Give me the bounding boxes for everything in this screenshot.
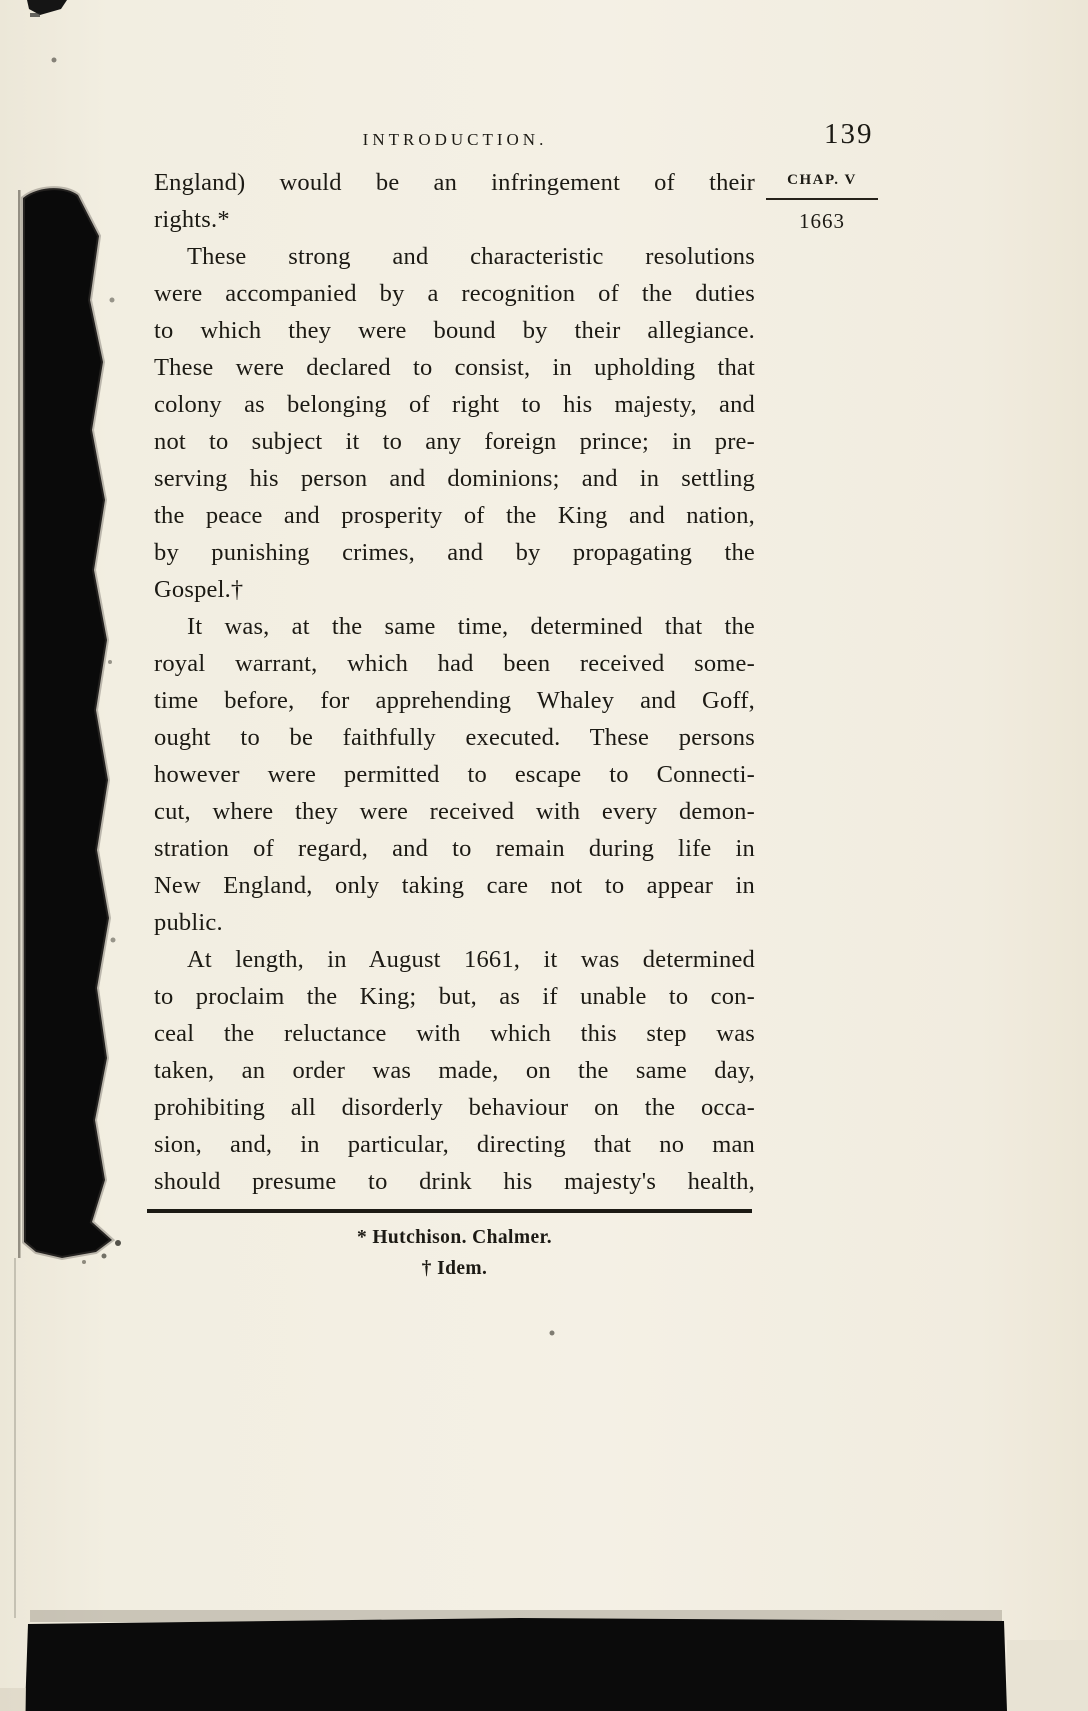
text-line: ceal the reluctance with which this step was	[154, 1020, 755, 1047]
text-line: not to subject it to any foreign prince; in pre-	[154, 428, 755, 455]
text-line: should presume to drink his majesty's health,	[154, 1168, 755, 1195]
text-line: stration of regard, and to remain during life in	[154, 835, 755, 862]
footnotes	[154, 1222, 755, 1284]
text-line: At length, in August 1661, it was determined	[187, 946, 755, 973]
text-line: New England, only taking care not to appear in	[154, 872, 755, 899]
text-line: were accompanied by a recognition of the duties	[154, 280, 755, 307]
chapter-label: CHAP. V	[766, 172, 878, 200]
text-line: prohibiting all disorderly behaviour on the occa-	[154, 1094, 755, 1121]
binding-shadow-blob	[23, 188, 112, 1258]
margin-notes	[766, 172, 878, 234]
running-header: INTRODUCTION.	[362, 130, 548, 149]
footnote-rule	[147, 1209, 752, 1213]
text-line: however were permitted to escape to Connecti-	[154, 761, 755, 788]
text-line: time before, for apprehending Whaley and Goff,	[154, 687, 755, 714]
text-line: to which they were bound by their allegiance.	[154, 317, 755, 344]
text-line: by punishing crimes, and by propagating the	[154, 539, 755, 566]
text-line: These were declared to consist, in upholding that	[154, 354, 755, 381]
text-line: Gospel.†	[154, 576, 244, 603]
text-line: royal warrant, which had been received some-	[154, 650, 755, 677]
text-line: cut, where they were received with every demon-	[154, 798, 755, 825]
page-number: 139	[824, 118, 874, 150]
body-text	[154, 164, 755, 1200]
text-line: These strong and characteristic resolutions	[187, 243, 755, 270]
footnote: † Idem.	[421, 1258, 488, 1279]
year-label: 1663	[799, 209, 845, 233]
text-line: taken, an order was made, on the same day,	[154, 1057, 755, 1084]
text-line: England) would be an infringement of their	[154, 169, 755, 196]
text-line: sion, and, in particular, directing that no man	[154, 1131, 755, 1158]
text-line: the peace and prosperity of the King and nation,	[154, 502, 755, 529]
footnote: * Hutchison. Chalmer.	[356, 1227, 553, 1248]
corner-smudge	[27, 0, 67, 15]
bottom-scan-bar	[25, 1618, 1007, 1711]
text-line: colony as belonging of right to his majesty, and	[154, 391, 755, 418]
text-line: public.	[154, 909, 223, 936]
text-line: to proclaim the King; but, as if unable to con-	[154, 983, 755, 1010]
text-line: rights.*	[154, 206, 230, 233]
text-line: It was, at the same time, determined that the	[187, 613, 755, 640]
text-line: serving his person and dominions; and in settling	[154, 465, 755, 492]
text-line: ought to be faithfully executed. These persons	[154, 724, 755, 751]
